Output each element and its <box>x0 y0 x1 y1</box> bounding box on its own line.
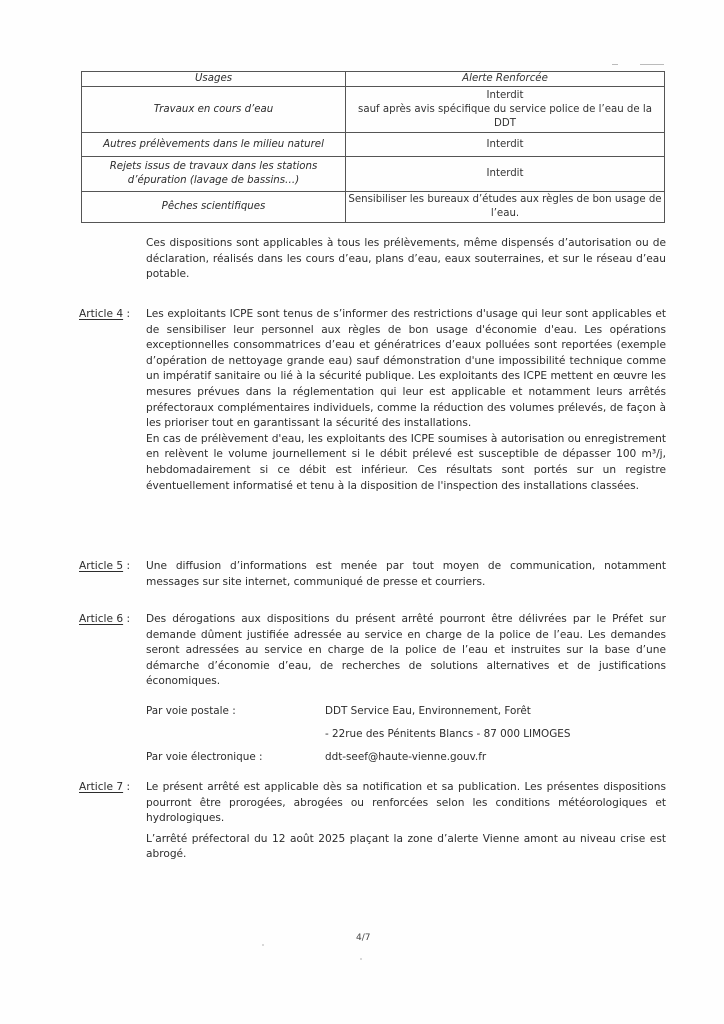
article-6-label <box>79 612 130 628</box>
article-4-paragraph: Les exploitants ICPE sont tenus de s’informer des restrictions d'usage qui leur sont applicables et de sensibiliser leur personnel aux règles de bon usage d'économie d'eau. Les opérations exceptionnelles consommatrices d’eau et génératrices d’eaux polluées sont reportées (exemple d’opération de nettoyage grande eau) sauf démonstration d'une impossibilité technique comme un impératif sanitaire ou lié à la sécurité publique. Les exploitants des ICPE mettent en œuvre les mesures prévues dans la réglementation qui leur est applicable et notamment leurs arrêtés préfectoraux complémentaires individuels, comme la réduction des volumes prélevés, de façon à les prioriser tout en garantissant la sécurité des installations. <box>146 308 666 430</box>
alerte-status: Interdit <box>486 89 524 101</box>
scan-artifact <box>262 944 264 946</box>
header-alerte-renforcee: Alerte Renforcée <box>346 72 665 87</box>
article-7-title: Article 7 <box>79 781 124 793</box>
scan-artifact <box>640 64 664 65</box>
dispositions-paragraph: Ces dispositions sont applicables à tous les prélèvements, même dispensés d’autorisation ou de déclaration, réalisés dans les cours d’eau, plans d’eau, eaux souterraines, et sur le réseau d’eau potable. <box>146 237 666 281</box>
article-4-label <box>79 307 130 323</box>
label-colon: : <box>123 560 131 572</box>
article-6-body <box>146 612 666 690</box>
usage-cell: Pêches scientifiques <box>82 192 346 223</box>
article-4-body <box>146 307 666 494</box>
header-usages: Usages <box>82 72 346 87</box>
scan-artifact <box>360 958 362 960</box>
table-row <box>82 157 665 192</box>
usage-cell: Autres prélèvements dans le milieu naturel <box>82 133 346 157</box>
usage-cell: Travaux en cours d’eau <box>82 87 346 133</box>
label-colon: : <box>123 308 131 320</box>
postal-address-line-2: - 22rue des Pénitents Blancs - 87 000 LIMOGES <box>325 728 571 740</box>
article-5-body <box>146 559 666 590</box>
article-7-body <box>146 780 666 863</box>
table-header-row <box>82 72 665 87</box>
article-7-paragraph: L’arrêté préfectoral du 12 août 2025 plaçant la zone d’alerte Vienne amont au niveau crise est abrogé. <box>146 832 666 861</box>
article-7-label <box>79 780 130 796</box>
table-row <box>82 133 665 157</box>
article-6-title: Article 6 <box>79 613 124 625</box>
article-5-paragraph: Une diffusion d’informations est menée par tout moyen de communication, notamment messages sur site internet, communiqué de presse et courriers. <box>146 560 666 588</box>
article-5-title: Article 5 <box>79 560 124 572</box>
label-colon: : <box>123 613 131 625</box>
article-4-title: Article 4 <box>79 308 124 320</box>
usage-cell: Rejets issus de travaux dans les stations d’épuration (lavage de bassins…) <box>82 157 346 192</box>
table-row <box>82 192 665 223</box>
restrictions-table <box>81 71 665 223</box>
email-label: Par voie électronique : <box>146 751 263 763</box>
scan-artifact <box>612 64 618 65</box>
article-6-paragraph: Des dérogations aux dispositions du présent arrêté pourront être délivrées par le Préfet sur demande dûment justifiée adressée au service en charge de la police de l’eau. Les demandes seront adressées au service en charge de la police de l’eau et instruites sur la base d’une démarche d’économie d’eau, de recherches de solutions alternatives et de justifications économiques. <box>146 613 666 688</box>
alerte-detail: sauf après avis spécifique du service police de l’eau de la DDT <box>358 103 652 129</box>
alerte-cell: Interdit <box>346 133 665 157</box>
postal-address-line-1: DDT Service Eau, Environnement, Forêt <box>325 705 531 717</box>
article-5-label <box>79 559 130 575</box>
page-number: 4/7 <box>356 933 371 943</box>
email-address: ddt-seef@haute-vienne.gouv.fr <box>325 751 487 763</box>
label-colon: : <box>123 781 131 793</box>
alerte-cell: Interdit <box>346 157 665 192</box>
article-7-paragraph: Le présent arrêté est applicable dès sa notification et sa publication. Les présentes dispositions pourront être prorogées, abrogées ou renforcées selon les conditions météorologiques et hydrologiques. <box>146 781 666 825</box>
alerte-cell: Sensibiliser les bureaux d’études aux règles de bon usage de l’eau. <box>346 192 665 223</box>
table-row <box>82 87 665 133</box>
postal-label: Par voie postale : <box>146 705 236 717</box>
article-4-paragraph: En cas de prélèvement d'eau, les exploitants des ICPE soumises à autorisation ou enregistrement en relèvent le volume journellement si le débit prélevé est susceptible de dépasser 100 m³/j, hebdomadairement si ce débit est inférieur. Ces résultats sont portés sur un registre éventuellement informatisé et tenu à la disposition de l'inspection des installations classées. <box>146 432 666 492</box>
alerte-cell <box>346 87 665 133</box>
